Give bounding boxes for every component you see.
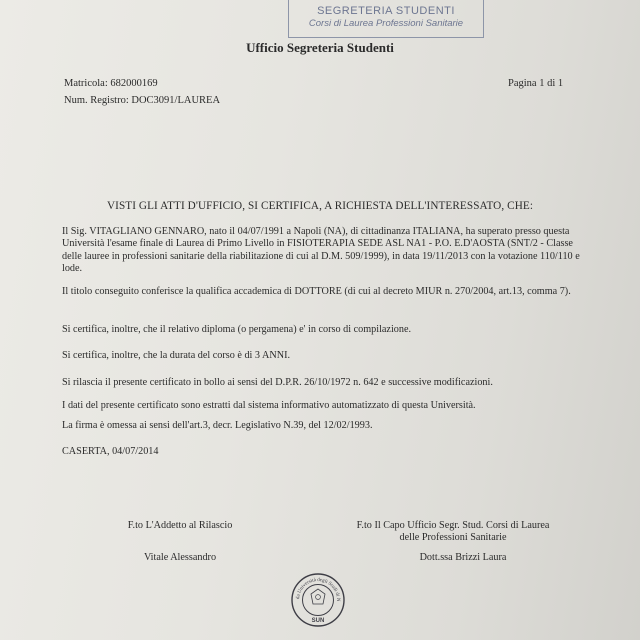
paragraph-duration: Si certifica, inoltre, che la durata del corso è di 3 ANNI. bbox=[62, 350, 291, 361]
signature-left-role: F.to L'Addetto al Rilascio bbox=[127, 520, 233, 531]
office-stamp bbox=[288, 0, 484, 38]
seal-ring-text: da Università degli Studi di N bbox=[295, 577, 341, 602]
paragraph-diploma: Si certifica, inoltre, che il relativo diploma (o pergamena) e' in corso di compilazione. bbox=[62, 324, 412, 335]
office-title: Ufficio Segreteria Studenti bbox=[246, 40, 394, 55]
stamp-line-1: SEGRETERIA STUDENTI bbox=[317, 5, 455, 17]
signature-right-role-line1: F.to Il Capo Ufficio Segr. Stud. Corsi di Laurea bbox=[356, 520, 550, 531]
page-number: Pagina 1 di 1 bbox=[508, 78, 564, 89]
university-seal-icon bbox=[290, 572, 346, 628]
signature-right-name: Dott.ssa Brizzi Laura bbox=[419, 552, 507, 563]
place-and-date: CASERTA, 04/07/2014 bbox=[62, 446, 159, 457]
certification-heading: VISTI GLI ATTI D'UFFICIO, SI CERTIFICA, A RICHIESTA DELL'INTERESSATO, CHE: bbox=[106, 200, 534, 212]
signature-right-role bbox=[328, 520, 578, 545]
signature-left-name: Vitale Alessandro bbox=[143, 552, 217, 563]
paragraph-data-source: I dati del presente certificato sono estratti dal sistema informativo automatizzato di questa Università. bbox=[62, 400, 476, 411]
paragraph-graduation: Il Sig. VITAGLIANO GENNARO, nato il 04/07/1991 a Napoli (NA), di cittadinanza ITALIANA, ha superato presso questa Università l'esame finale di Laurea di Primo Livello in FISIOTERAPIA SEDE ASL NA1 - P.O. E.D'AOSTA (SNT/2 - Classe delle lauree in professioni sanitarie della riabilitazione di cui al D.M. 509/1999), in data 19/11/2013 con la votazione 110/110 e lode. bbox=[62, 226, 580, 274]
registry-number: Num. Registro: DOC3091/LAUREA bbox=[64, 95, 221, 106]
seal-center-text: SUN bbox=[311, 618, 325, 624]
signature-right-role-line2: delle Professioni Sanitarie bbox=[399, 532, 507, 544]
paragraph-signature-omitted: La firma è omessa ai sensi dell'art.3, decr. Legislativo N.39, del 12/02/1993. bbox=[62, 420, 373, 431]
paragraph-stamp-duty: Si rilascia il presente certificato in bollo ai sensi del D.P.R. 26/10/1972 n. 642 e successive modificazioni. bbox=[62, 377, 493, 388]
matricola: Matricola: 682000169 bbox=[64, 78, 158, 89]
stamp-line-2: Corsi di Laurea Professioni Sanitarie bbox=[308, 18, 464, 29]
paragraph-qualification: Il titolo conseguito conferisce la qualifica accademica di DOTTORE (di cui al decreto MIUR n. 270/2004, art.13, comma 7). bbox=[62, 286, 571, 297]
